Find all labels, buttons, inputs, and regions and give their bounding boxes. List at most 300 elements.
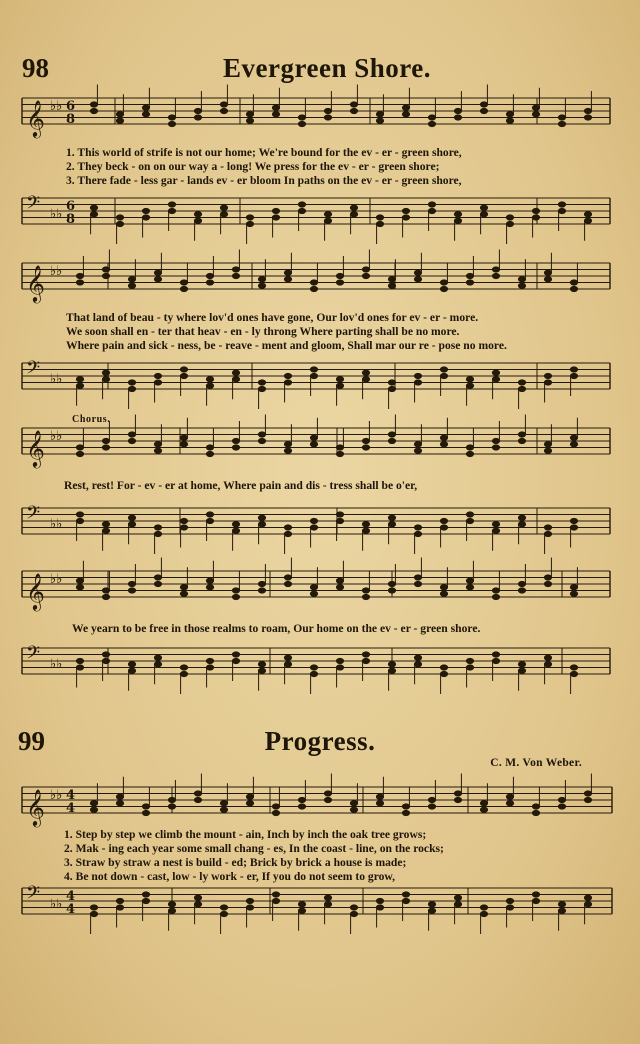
note-head bbox=[506, 215, 513, 220]
note-head bbox=[454, 218, 461, 223]
note-head bbox=[480, 205, 487, 210]
note-head bbox=[428, 115, 435, 120]
note-head bbox=[310, 435, 317, 440]
note-head bbox=[518, 662, 525, 667]
time-signature: 4 bbox=[66, 788, 76, 803]
note-head bbox=[518, 432, 525, 437]
note-head bbox=[284, 575, 291, 580]
note-head bbox=[310, 591, 317, 596]
note-head bbox=[246, 801, 253, 806]
note-head bbox=[480, 905, 487, 910]
note-head bbox=[168, 902, 175, 907]
bass-clef-icon: 𝄢 bbox=[26, 503, 41, 528]
note-head bbox=[350, 801, 357, 806]
note-head bbox=[102, 267, 109, 272]
note-head bbox=[194, 902, 201, 907]
note-head bbox=[544, 448, 551, 453]
note-head bbox=[128, 386, 135, 391]
note-head bbox=[532, 105, 539, 110]
note-head bbox=[232, 273, 239, 278]
note-head bbox=[584, 115, 591, 120]
note-head bbox=[310, 442, 317, 447]
note-head bbox=[246, 221, 253, 226]
bass-staff bbox=[22, 883, 612, 914]
note-head bbox=[570, 665, 577, 670]
note-head bbox=[506, 221, 513, 226]
note-head bbox=[428, 804, 435, 809]
note-head bbox=[414, 662, 421, 667]
note-head bbox=[480, 911, 487, 916]
note-head bbox=[388, 380, 395, 385]
note-head bbox=[102, 377, 109, 382]
note-head bbox=[544, 270, 551, 275]
note-head bbox=[258, 432, 265, 437]
note-head bbox=[128, 380, 135, 385]
note-head bbox=[154, 525, 161, 530]
note-head bbox=[544, 575, 551, 580]
note-head bbox=[336, 665, 343, 670]
note-head bbox=[154, 448, 161, 453]
note-head bbox=[180, 671, 187, 676]
flat-icon: ♭♭ bbox=[50, 897, 63, 912]
note-head bbox=[532, 804, 539, 809]
note-head bbox=[362, 528, 369, 533]
note-head bbox=[128, 438, 135, 443]
note-head bbox=[180, 525, 187, 530]
note-head bbox=[336, 518, 343, 523]
note-head bbox=[402, 208, 409, 213]
note-head bbox=[350, 205, 357, 210]
note-head bbox=[454, 895, 461, 900]
note-head bbox=[518, 668, 525, 673]
note-head bbox=[440, 373, 447, 378]
note-head bbox=[246, 898, 253, 903]
note-head bbox=[232, 438, 239, 443]
note-head bbox=[492, 438, 499, 443]
note-head bbox=[362, 658, 369, 663]
note-head bbox=[584, 902, 591, 907]
note-head bbox=[388, 283, 395, 288]
note-head bbox=[142, 804, 149, 809]
note-head bbox=[440, 442, 447, 447]
note-head bbox=[102, 522, 109, 527]
note-head bbox=[362, 273, 369, 278]
note-head bbox=[116, 215, 123, 220]
note-head bbox=[284, 380, 291, 385]
note-head bbox=[298, 115, 305, 120]
note-head bbox=[76, 383, 83, 388]
note-head bbox=[492, 273, 499, 278]
note-head bbox=[180, 585, 187, 590]
note-head bbox=[90, 108, 97, 113]
note-head bbox=[544, 662, 551, 667]
note-head bbox=[362, 522, 369, 527]
note-head bbox=[310, 671, 317, 676]
bass-clef-icon: 𝄢 bbox=[26, 643, 41, 668]
note-head bbox=[414, 442, 421, 447]
note-head bbox=[454, 115, 461, 120]
note-head bbox=[336, 280, 343, 285]
note-head bbox=[480, 807, 487, 812]
note-head bbox=[362, 438, 369, 443]
note-head bbox=[102, 652, 109, 657]
note-head bbox=[310, 525, 317, 530]
note-head bbox=[388, 662, 395, 667]
treble-clef-icon: 𝄞 bbox=[26, 788, 45, 826]
note-head bbox=[466, 445, 473, 450]
note-head bbox=[168, 908, 175, 913]
note-head bbox=[128, 522, 135, 527]
bass-staff bbox=[22, 193, 610, 224]
note-head bbox=[584, 791, 591, 796]
note-head bbox=[272, 810, 279, 815]
note-head bbox=[220, 102, 227, 107]
note-head bbox=[232, 522, 239, 527]
note-head bbox=[376, 905, 383, 910]
note-head bbox=[388, 438, 395, 443]
note-head bbox=[284, 277, 291, 282]
note-head bbox=[376, 118, 383, 123]
note-head bbox=[570, 585, 577, 590]
note-head bbox=[336, 578, 343, 583]
note-head bbox=[532, 810, 539, 815]
note-head bbox=[246, 118, 253, 123]
note-head bbox=[128, 668, 135, 673]
note-head bbox=[102, 658, 109, 663]
note-head bbox=[102, 594, 109, 599]
note-head bbox=[570, 525, 577, 530]
note-head bbox=[206, 280, 213, 285]
note-head bbox=[362, 377, 369, 382]
note-head bbox=[310, 286, 317, 291]
time-signature: 4 bbox=[66, 801, 76, 816]
note-head bbox=[180, 518, 187, 523]
note-head bbox=[246, 905, 253, 910]
lyric-line: 3. Straw by straw a nest is build - ed; Brick by brick a house is made; bbox=[64, 856, 407, 869]
note-head bbox=[76, 451, 83, 456]
note-head bbox=[116, 905, 123, 910]
note-head bbox=[570, 367, 577, 372]
note-head bbox=[232, 658, 239, 663]
note-head bbox=[558, 208, 565, 213]
note-head bbox=[350, 911, 357, 916]
note-head bbox=[558, 121, 565, 126]
note-head bbox=[284, 270, 291, 275]
note-head bbox=[376, 898, 383, 903]
note-head bbox=[388, 588, 395, 593]
note-head bbox=[232, 652, 239, 657]
note-head bbox=[142, 810, 149, 815]
lyric-line: 2. Mak - ing each year some small chang - es, In the coast - line, on the rocks; bbox=[64, 842, 444, 855]
note-head bbox=[558, 908, 565, 913]
lyric-line: 2. They beck - on on our way a - long! We press for the ev - er - green shore; bbox=[66, 160, 440, 173]
note-head bbox=[206, 377, 213, 382]
note-head bbox=[232, 445, 239, 450]
note-head bbox=[376, 112, 383, 117]
note-head bbox=[272, 215, 279, 220]
flat-icon: ♭♭ bbox=[50, 207, 63, 222]
note-head bbox=[180, 442, 187, 447]
hymn-number: 99 bbox=[18, 726, 45, 756]
note-head bbox=[518, 522, 525, 527]
note-head bbox=[220, 905, 227, 910]
note-head bbox=[180, 280, 187, 285]
note-head bbox=[388, 432, 395, 437]
note-head bbox=[532, 898, 539, 903]
note-head bbox=[518, 277, 525, 282]
note-head bbox=[142, 898, 149, 903]
note-head bbox=[206, 665, 213, 670]
note-head bbox=[466, 658, 473, 663]
note-head bbox=[336, 585, 343, 590]
note-head bbox=[414, 277, 421, 282]
lyric-line: We soon shall en - ter that heav - en - ly throng Where parting shall be no more. bbox=[66, 325, 460, 338]
note-head bbox=[388, 515, 395, 520]
note-head bbox=[76, 445, 83, 450]
note-head bbox=[258, 522, 265, 527]
note-head bbox=[428, 908, 435, 913]
treble-clef-icon: 𝄞 bbox=[26, 429, 45, 467]
note-head bbox=[116, 801, 123, 806]
note-head bbox=[246, 794, 253, 799]
note-head bbox=[206, 273, 213, 278]
note-head bbox=[414, 581, 421, 586]
note-head bbox=[428, 208, 435, 213]
note-head bbox=[506, 898, 513, 903]
note-head bbox=[76, 512, 83, 517]
note-head bbox=[206, 445, 213, 450]
note-head bbox=[298, 902, 305, 907]
note-head bbox=[194, 218, 201, 223]
time-signature: 6 bbox=[66, 99, 76, 114]
note-head bbox=[492, 370, 499, 375]
note-head bbox=[232, 528, 239, 533]
note-head bbox=[76, 585, 83, 590]
lyric-line: We yearn to be free in those realms to roam, Our home on the ev - er - green shore. bbox=[72, 622, 481, 635]
note-head bbox=[402, 112, 409, 117]
note-head bbox=[506, 905, 513, 910]
note-head bbox=[454, 902, 461, 907]
note-head bbox=[466, 280, 473, 285]
note-head bbox=[388, 277, 395, 282]
note-head bbox=[116, 794, 123, 799]
note-head bbox=[206, 383, 213, 388]
note-head bbox=[220, 212, 227, 217]
note-head bbox=[518, 283, 525, 288]
lyric-line: 1. This world of strife is not our home; We're bound for the ev - er - green shore, bbox=[66, 146, 462, 159]
note-head bbox=[76, 665, 83, 670]
note-head bbox=[402, 810, 409, 815]
note-head bbox=[324, 108, 331, 113]
note-head bbox=[206, 578, 213, 583]
note-head bbox=[336, 377, 343, 382]
note-head bbox=[402, 892, 409, 897]
note-head bbox=[362, 445, 369, 450]
note-head bbox=[154, 575, 161, 580]
bass-clef-icon: 𝄢 bbox=[26, 358, 41, 383]
note-head bbox=[428, 202, 435, 207]
note-head bbox=[220, 911, 227, 916]
flat-icon: ♭♭ bbox=[50, 572, 63, 587]
note-head bbox=[90, 205, 97, 210]
note-head bbox=[90, 905, 97, 910]
note-head bbox=[532, 215, 539, 220]
note-head bbox=[154, 655, 161, 660]
note-head bbox=[492, 594, 499, 599]
note-head bbox=[102, 445, 109, 450]
note-head bbox=[116, 221, 123, 226]
note-head bbox=[128, 277, 135, 282]
note-head bbox=[180, 373, 187, 378]
note-head bbox=[454, 797, 461, 802]
note-head bbox=[336, 451, 343, 456]
note-head bbox=[570, 518, 577, 523]
note-head bbox=[350, 212, 357, 217]
note-head bbox=[258, 438, 265, 443]
note-head bbox=[298, 908, 305, 913]
note-head bbox=[206, 585, 213, 590]
note-head bbox=[466, 578, 473, 583]
note-head bbox=[168, 121, 175, 126]
note-head bbox=[336, 445, 343, 450]
note-head bbox=[90, 807, 97, 812]
note-head bbox=[466, 383, 473, 388]
note-head bbox=[220, 108, 227, 113]
note-head bbox=[128, 588, 135, 593]
note-head bbox=[206, 512, 213, 517]
note-head bbox=[232, 588, 239, 593]
note-head bbox=[506, 112, 513, 117]
note-head bbox=[128, 283, 135, 288]
note-head bbox=[376, 215, 383, 220]
note-head bbox=[102, 438, 109, 443]
note-head bbox=[76, 280, 83, 285]
note-head bbox=[414, 270, 421, 275]
note-head bbox=[492, 528, 499, 533]
note-head bbox=[350, 108, 357, 113]
note-head bbox=[414, 655, 421, 660]
note-head bbox=[194, 108, 201, 113]
note-head bbox=[544, 525, 551, 530]
note-head bbox=[558, 804, 565, 809]
note-head bbox=[466, 377, 473, 382]
note-head bbox=[258, 668, 265, 673]
note-head bbox=[258, 386, 265, 391]
note-head bbox=[310, 280, 317, 285]
time-signature: 4 bbox=[66, 889, 76, 904]
note-head bbox=[350, 905, 357, 910]
flat-icon: ♭♭ bbox=[50, 264, 63, 279]
note-head bbox=[544, 531, 551, 536]
note-head bbox=[246, 215, 253, 220]
note-head bbox=[154, 531, 161, 536]
note-head bbox=[246, 112, 253, 117]
note-head bbox=[206, 658, 213, 663]
note-head bbox=[298, 202, 305, 207]
lyric-line: Where pain and sick - ness, be - reave - ment and gloom, Shall mar our re - pose no more. bbox=[66, 339, 507, 352]
note-head bbox=[362, 267, 369, 272]
note-head bbox=[194, 797, 201, 802]
note-head bbox=[310, 518, 317, 523]
lyric-line: 3. There fade - less gar - lands ev - er bloom In paths on the ev - er - green shore, bbox=[66, 174, 462, 187]
note-head bbox=[440, 525, 447, 530]
note-head bbox=[376, 801, 383, 806]
note-head bbox=[558, 115, 565, 120]
note-head bbox=[558, 797, 565, 802]
note-head bbox=[440, 280, 447, 285]
flat-icon: ♭♭ bbox=[50, 517, 63, 532]
note-head bbox=[506, 794, 513, 799]
note-head bbox=[220, 801, 227, 806]
flat-icon: ♭♭ bbox=[50, 99, 63, 114]
note-head bbox=[258, 662, 265, 667]
note-head bbox=[154, 373, 161, 378]
note-head bbox=[570, 442, 577, 447]
note-head bbox=[116, 118, 123, 123]
note-head bbox=[466, 273, 473, 278]
note-head bbox=[480, 108, 487, 113]
time-signature: 4 bbox=[66, 902, 76, 917]
note-head bbox=[142, 105, 149, 110]
time-signature: 8 bbox=[66, 212, 76, 227]
note-head bbox=[220, 807, 227, 812]
note-head bbox=[272, 105, 279, 110]
note-head bbox=[518, 386, 525, 391]
note-head bbox=[180, 286, 187, 291]
note-head bbox=[168, 804, 175, 809]
note-head bbox=[102, 588, 109, 593]
note-head bbox=[532, 112, 539, 117]
note-head bbox=[376, 221, 383, 226]
note-head bbox=[544, 380, 551, 385]
bass-clef-icon: 𝄢 bbox=[26, 193, 41, 218]
note-head bbox=[570, 280, 577, 285]
note-head bbox=[492, 658, 499, 663]
treble-clef-icon: 𝄞 bbox=[26, 264, 45, 302]
note-head bbox=[76, 377, 83, 382]
note-head bbox=[90, 212, 97, 217]
note-head bbox=[76, 518, 83, 523]
note-head bbox=[518, 438, 525, 443]
note-head bbox=[362, 588, 369, 593]
note-head bbox=[102, 528, 109, 533]
note-head bbox=[388, 668, 395, 673]
note-head bbox=[402, 804, 409, 809]
lyric-line: 1. Step by step we climb the mount - ain, Inch by inch the oak tree grows; bbox=[64, 828, 427, 841]
note-head bbox=[168, 797, 175, 802]
note-head bbox=[376, 794, 383, 799]
note-head bbox=[168, 115, 175, 120]
note-head bbox=[220, 205, 227, 210]
note-head bbox=[258, 588, 265, 593]
note-head bbox=[232, 377, 239, 382]
note-head bbox=[258, 283, 265, 288]
note-head bbox=[414, 373, 421, 378]
note-head bbox=[362, 594, 369, 599]
note-head bbox=[492, 522, 499, 527]
note-head bbox=[584, 108, 591, 113]
note-head bbox=[466, 451, 473, 456]
note-head bbox=[142, 208, 149, 213]
note-head bbox=[440, 286, 447, 291]
note-head bbox=[284, 655, 291, 660]
flat-icon: ♭♭ bbox=[50, 429, 63, 444]
note-head bbox=[76, 273, 83, 278]
note-head bbox=[102, 370, 109, 375]
note-head bbox=[194, 895, 201, 900]
note-head bbox=[570, 435, 577, 440]
note-head bbox=[102, 273, 109, 278]
